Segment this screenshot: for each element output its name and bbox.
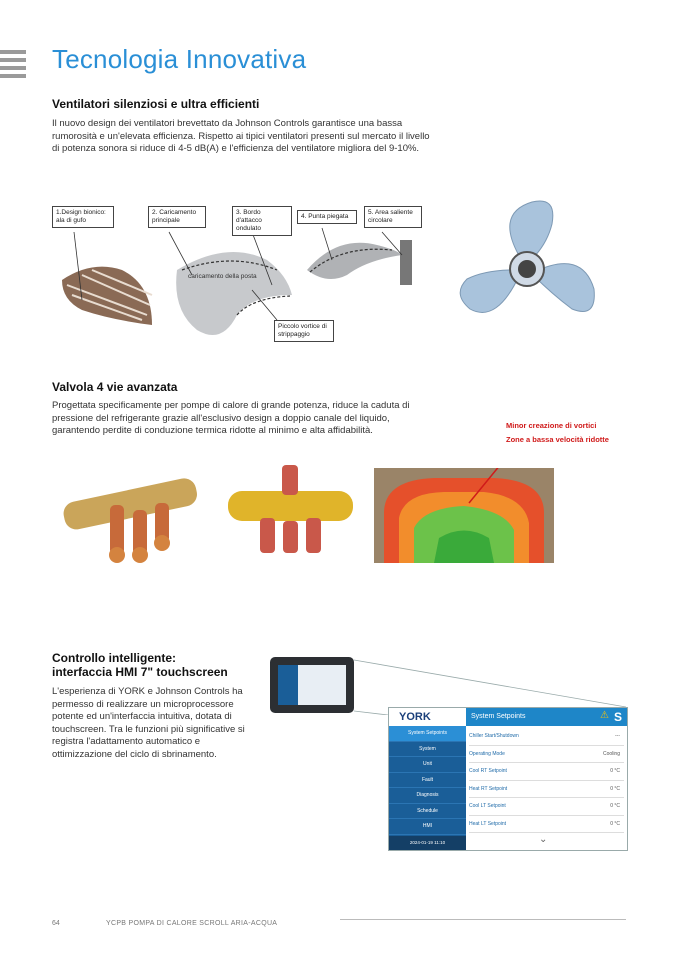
label-bionic-design: 1.Design bionico: ala di gufo <box>52 206 114 228</box>
label-main-loading: 2. Caricamento principale <box>148 206 206 228</box>
footer-divider <box>340 919 626 920</box>
label-post-loading: caricamento della posta <box>188 273 257 280</box>
valve-image-2 <box>220 463 360 558</box>
hmi-row[interactable]: Operating Mode Cooling <box>469 746 624 764</box>
label-circular-area: 5. Area saliente circolare <box>364 206 422 228</box>
label-small-vortex: Piccolo vortice di strippaggio <box>274 320 334 342</box>
hmi-menu-item[interactable]: HMI <box>389 819 466 835</box>
section2-body: Progettata specificamente per pompe di calore di grande potenza, riduce la caduta di pressione del refrigerante grazie all'esclusivo design a doppio canale del liquido, garantendo perdite di conduzione termica ridotte al minimo e alta affidabilità. <box>52 400 410 436</box>
hmi-menu-item[interactable]: Unit <box>389 757 466 773</box>
hmi-screen <box>388 707 628 851</box>
section3-body: L'esperienza di YORK e Johnson Controls ha permesso di realizzare un microprocessore potente ed un'interfaccia intuitiva, dotata di touchscreen. Tra le funzioni più significative si registra l'adattamento automatico e ottimizzazione del ciclo di sbrinamento. <box>52 686 245 760</box>
section3-heading-2: interfaccia HMI 7" touchscreen <box>52 665 228 679</box>
section3-heading-1: Controllo intelligente: <box>52 651 176 665</box>
hmi-device-image <box>270 655 630 715</box>
york-logo: YORK <box>389 708 466 726</box>
section1-body: Il nuovo design dei ventilatori brevettato da Johnson Controls garantisce una bassa rumorosità e un'elevata efficienza. Rispetto ai tipici ventilatori presenti sul mercato il livello di potenza sonora si riduce di 4-5 dB(A) e l'efficienza del ventilatore migliora del 9-10%. <box>52 118 430 154</box>
blade-tip-image <box>307 240 412 285</box>
footer-title: YCPB POMPA DI CALORE SCROLL ARIA-ACQUA <box>106 920 278 927</box>
hmi-row[interactable]: Chiller Start/Shutdown --- <box>469 728 624 746</box>
section1-heading: Ventilatori silenziosi e ultra efficienti <box>52 97 260 111</box>
label-bent-tip: 4. Punta piegata <box>297 210 357 224</box>
hmi-sidebar <box>389 726 466 850</box>
fan-image <box>452 194 602 342</box>
hmi-row[interactable]: Heat RT Setpoint 0 °C <box>469 781 624 799</box>
page-number: 64 <box>52 920 60 927</box>
hmi-s-icon[interactable]: S <box>613 710 622 724</box>
hmi-row[interactable]: Heat LT Setpoint 0 °C <box>469 816 624 834</box>
menu-icon[interactable] <box>0 50 26 82</box>
hmi-menu-item[interactable]: Diagnosis <box>389 788 466 804</box>
section2-heading: Valvola 4 vie avanzata <box>52 380 178 394</box>
hmi-menu-item[interactable]: System <box>389 742 466 758</box>
red-label-low-speed: Zone a bassa velocità ridotte <box>506 435 609 444</box>
warning-icon[interactable]: ⚠ <box>600 710 609 721</box>
hmi-row[interactable]: Cool RT Setpoint 0 °C <box>469 763 624 781</box>
hmi-menu-item[interactable]: Fault <box>389 773 466 789</box>
label-wavy-edge: 3. Bordo d'attacco ondulato <box>232 206 292 236</box>
red-label-vortices: Minor creazione di vortici <box>506 421 597 430</box>
hmi-date: 2024-01-19 11:10 <box>389 836 466 851</box>
chevron-down-icon[interactable]: ⌄ <box>539 834 548 845</box>
owl-wing-image <box>62 267 152 325</box>
cfd-simulation-image <box>374 468 554 563</box>
hmi-header-title: System Setpoints <box>471 713 526 720</box>
page-title: Tecnologia Innovativa <box>52 44 307 74</box>
hmi-row[interactable]: Cool LT Setpoint 0 °C <box>469 798 624 816</box>
valve-image-1 <box>55 465 205 565</box>
hmi-menu-item[interactable]: Schedule <box>389 804 466 820</box>
hmi-menu-item[interactable]: System Setpoints <box>389 726 466 742</box>
